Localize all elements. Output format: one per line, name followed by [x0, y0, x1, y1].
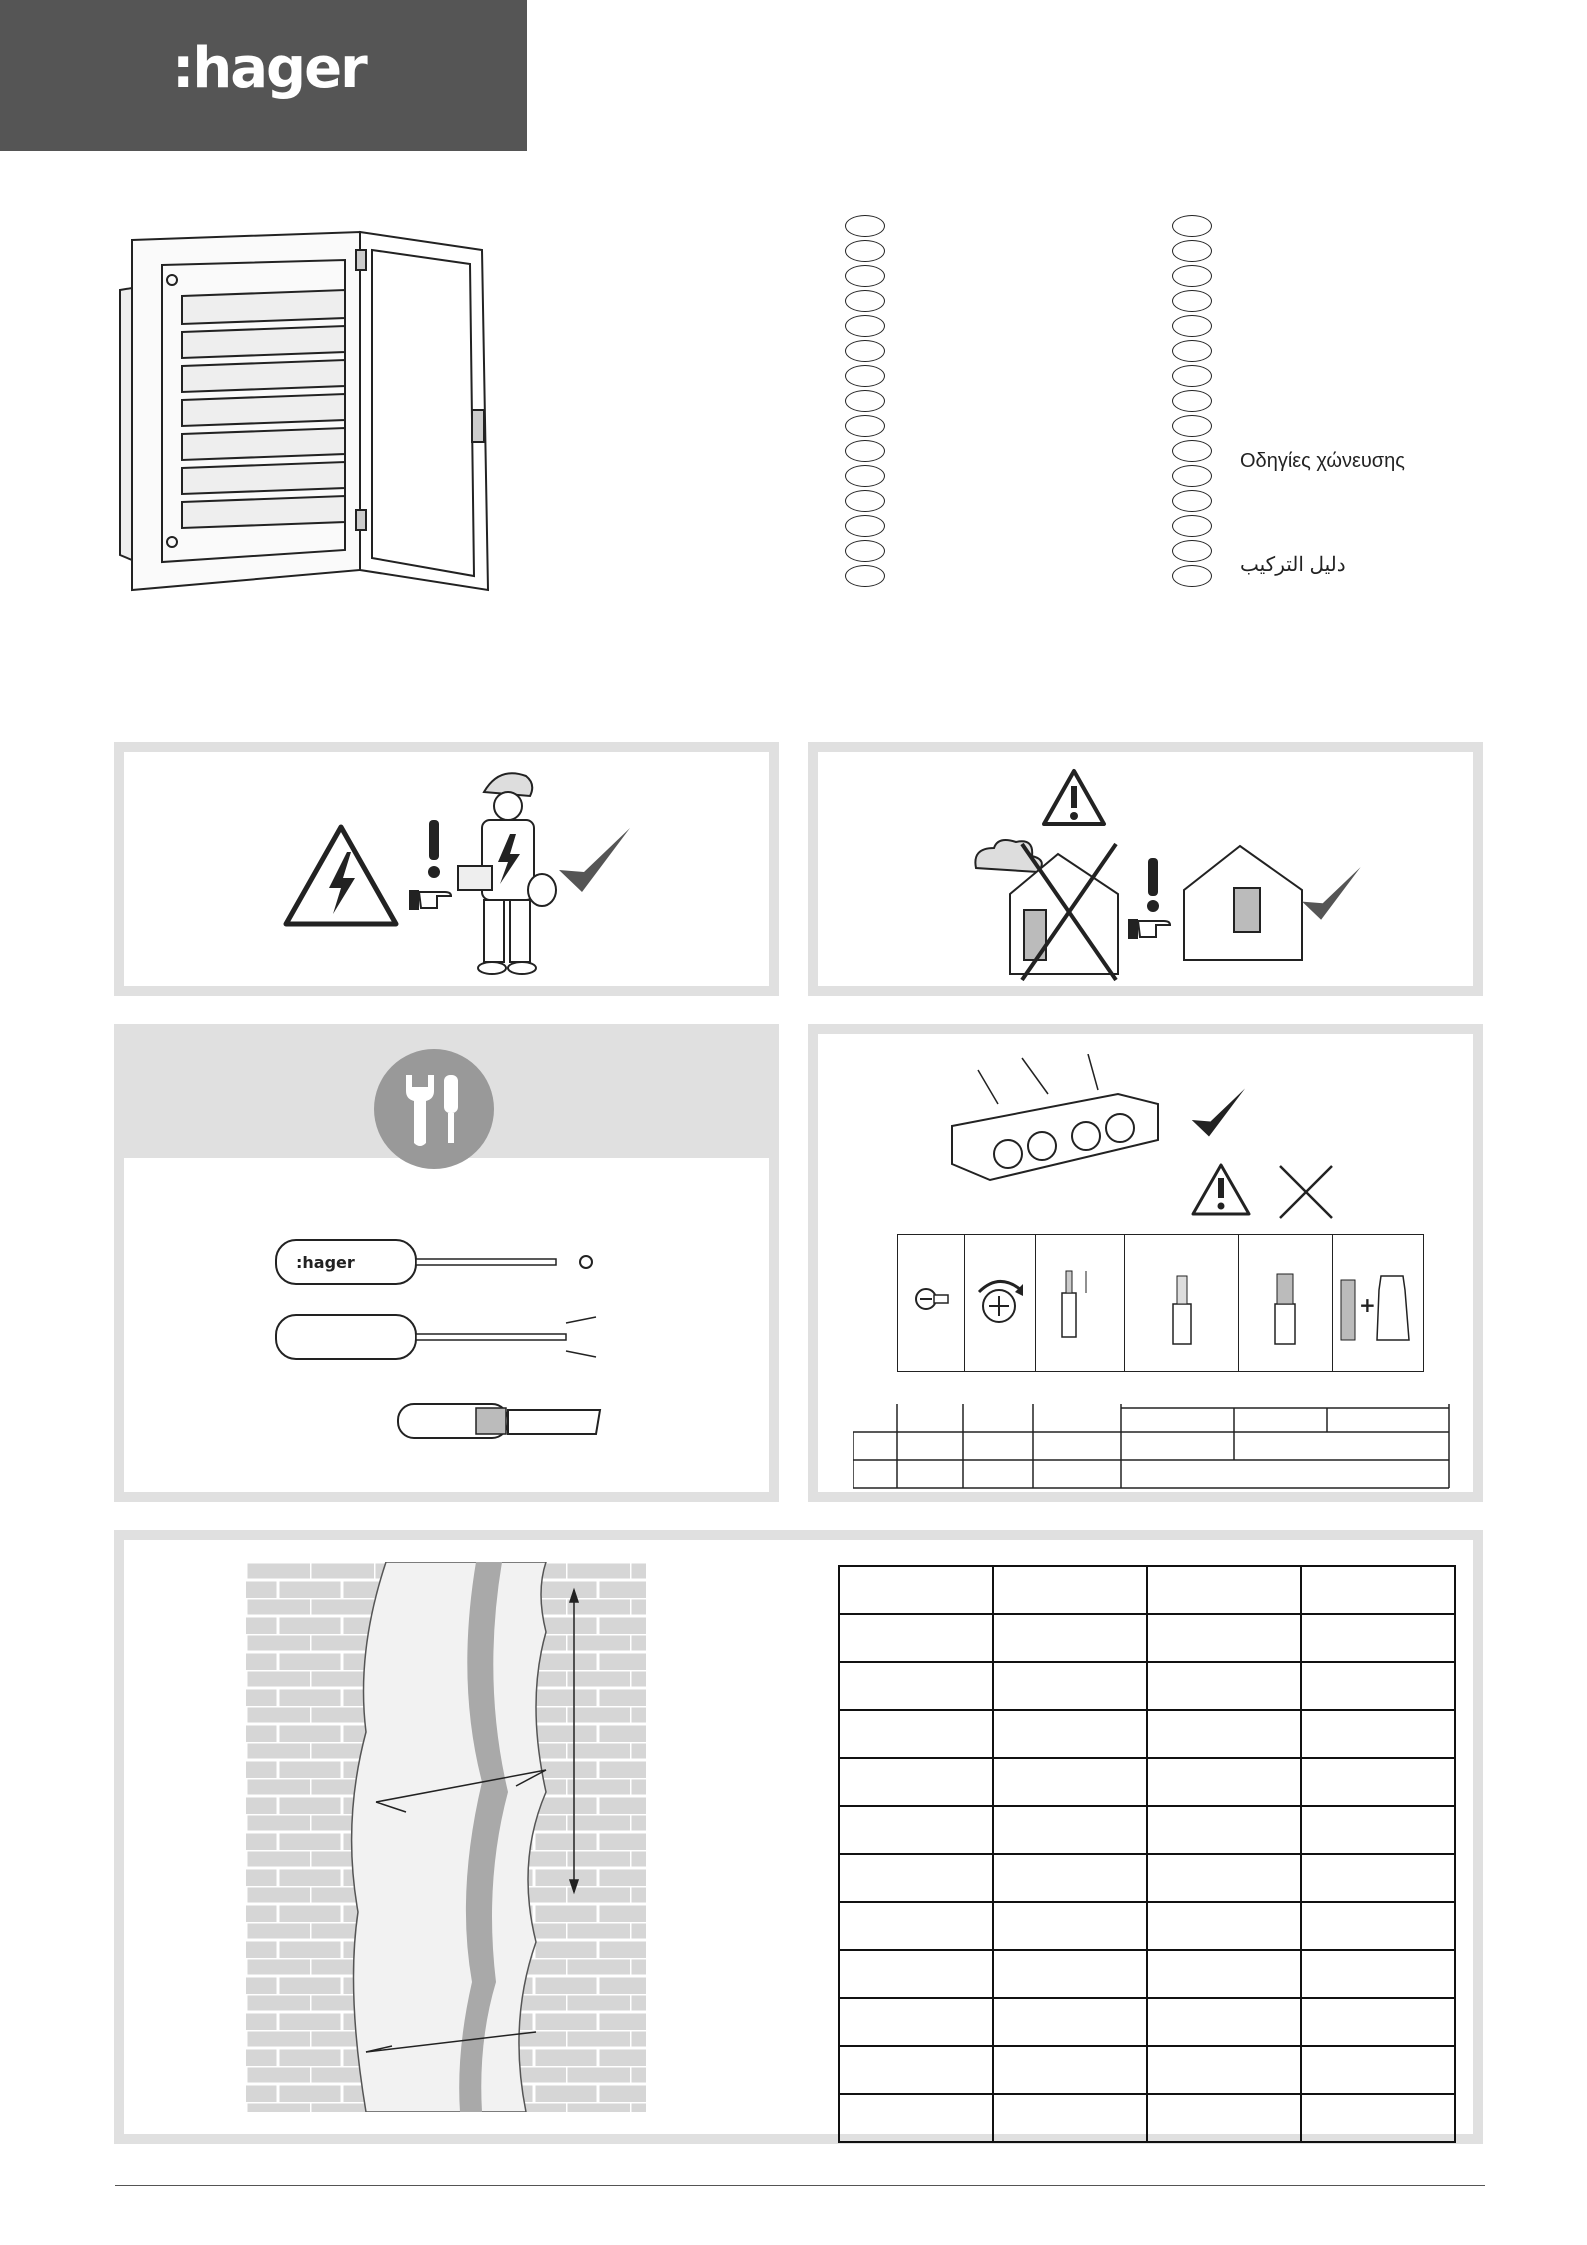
- language-marker: [1172, 515, 1212, 537]
- electric-shock-warning-icon: [281, 822, 401, 932]
- dimensions-table: [838, 1565, 1456, 2143]
- footer-divider: [115, 2185, 1485, 2186]
- language-marker: [1172, 340, 1212, 362]
- table-cell: [839, 1902, 993, 1950]
- table-row: [853, 1235, 1424, 1372]
- table-row: [839, 1710, 1455, 1758]
- table-cell: [1333, 1235, 1424, 1372]
- language-marker: [845, 490, 885, 512]
- table-cell: [898, 1235, 965, 1372]
- table-cell: [1301, 2046, 1455, 2094]
- screw-icon: [898, 1271, 964, 1331]
- table-cell: [1147, 1710, 1301, 1758]
- electrician-figure-icon: [454, 762, 564, 982]
- table-cell: [839, 1758, 993, 1806]
- logo-band: [0, 0, 527, 151]
- language-list-right: [1172, 215, 1212, 590]
- table-cell: [1147, 1614, 1301, 1662]
- language-marker: [1172, 415, 1212, 437]
- table-row: [839, 1758, 1455, 1806]
- tools-badge: [374, 1049, 494, 1169]
- table-cell: [839, 1950, 993, 1998]
- table-cell: [965, 1235, 1036, 1372]
- language-list-left: [845, 215, 885, 590]
- table-cell: [1301, 1662, 1455, 1710]
- table-cell: [839, 2094, 993, 2142]
- table-row: [839, 2094, 1455, 2142]
- table-cell: [1301, 1950, 1455, 1998]
- flat-screwdriver-icon: [274, 1309, 604, 1365]
- table-row: [839, 1998, 1455, 2046]
- table-cell: [993, 2046, 1147, 2094]
- svg-text:+: +: [1359, 1292, 1376, 1317]
- table-row: [839, 1806, 1455, 1854]
- language-marker: [1172, 565, 1212, 587]
- language-marker: [1172, 540, 1212, 562]
- indoor-house-icon: [1178, 834, 1308, 974]
- language-marker: [1172, 240, 1212, 262]
- table-cell: [1301, 1758, 1455, 1806]
- brick-wall-illustration: [246, 1562, 646, 2112]
- table-row: [839, 1950, 1455, 1998]
- table-cell: [1301, 1902, 1455, 1950]
- check-icon: [554, 822, 634, 902]
- table-cell: [1301, 1854, 1455, 1902]
- table-cell: [839, 1710, 993, 1758]
- table-cell: [1301, 1806, 1455, 1854]
- table-cell: [839, 1566, 993, 1614]
- table-cell: [993, 1710, 1147, 1758]
- check-icon: [1298, 862, 1364, 928]
- language-marker: [845, 290, 885, 312]
- language-marker: [845, 565, 885, 587]
- warning-triangle-icon: [1190, 1162, 1252, 1218]
- table-cell: [1239, 1235, 1333, 1372]
- solid-wire-icon: [1125, 1256, 1238, 1346]
- table-cell: [1301, 1566, 1455, 1614]
- table-cell: [993, 1614, 1147, 1662]
- language-marker: [845, 340, 885, 362]
- terminal-spec-table: [853, 1234, 1424, 1372]
- table-cell: [839, 1854, 993, 1902]
- language-marker: [845, 215, 885, 237]
- terminal-spec-grid: [853, 1404, 1453, 1506]
- table-cell: [1147, 1902, 1301, 1950]
- table-cell: [993, 1758, 1147, 1806]
- language-marker: [845, 415, 885, 437]
- table-cell: [1036, 1235, 1125, 1372]
- cutter-knife-icon: [396, 1398, 606, 1448]
- wire-strip-length-icon: [1036, 1261, 1124, 1341]
- language-marker: [1172, 315, 1212, 337]
- table-cell: [993, 1806, 1147, 1854]
- table-row: [839, 1614, 1455, 1662]
- table-cell: [839, 2046, 993, 2094]
- language-marker: [1172, 465, 1212, 487]
- tools-header: [124, 1034, 769, 1158]
- arabic-language-label: دليل التركيب: [1240, 554, 1346, 576]
- table-cell: [993, 1998, 1147, 2046]
- terminal-wiring-panel: [808, 1024, 1483, 1502]
- wrench-screwdriver-icon: [396, 1069, 472, 1149]
- terminal-block-icon: [938, 1054, 1168, 1194]
- table-cell: [993, 2094, 1147, 2142]
- table-row: [839, 1566, 1455, 1614]
- language-marker: [845, 440, 885, 462]
- table-cell: [1301, 1614, 1455, 1662]
- enclosure-illustration: [110, 210, 500, 600]
- greek-language-label: Οδηγίες χώνευσης: [1240, 450, 1405, 472]
- table-cell: [1147, 1950, 1301, 1998]
- table-cell: [993, 1854, 1147, 1902]
- pointing-hand-icon: [407, 886, 459, 914]
- language-marker: [1172, 390, 1212, 412]
- table-cell: [1301, 2094, 1455, 2142]
- language-marker: [1172, 215, 1212, 237]
- table-cell: [853, 1235, 898, 1372]
- table-cell: [1301, 1998, 1455, 2046]
- language-marker: [845, 465, 885, 487]
- table-row: [839, 1854, 1455, 1902]
- table-row: [839, 1662, 1455, 1710]
- table-cell: [1147, 1854, 1301, 1902]
- tightening-torque-icon: [965, 1266, 1035, 1336]
- cross-icon: [1276, 1162, 1336, 1222]
- table-cell: [839, 1662, 993, 1710]
- language-marker: [845, 315, 885, 337]
- table-cell: [1147, 2046, 1301, 2094]
- pointing-hand-icon: [1126, 915, 1178, 943]
- table-row: [839, 2046, 1455, 2094]
- language-marker: [845, 365, 885, 387]
- table-cell: [993, 1950, 1147, 1998]
- indoor-installation-panel: [808, 742, 1483, 996]
- table-cell: [993, 1662, 1147, 1710]
- table-cell: [839, 1806, 993, 1854]
- table-cell: [993, 1566, 1147, 1614]
- warning-triangle-icon: [1041, 768, 1107, 828]
- hager-logo: :hager: [172, 36, 366, 101]
- exclamation-icon: [1143, 858, 1163, 914]
- table-row: [839, 1902, 1455, 1950]
- language-marker: [1172, 440, 1212, 462]
- table-cell: [1147, 1998, 1301, 2046]
- table-cell: [839, 1614, 993, 1662]
- stranded-wire-icon: [1239, 1256, 1332, 1346]
- table-cell: [993, 1902, 1147, 1950]
- wire-with-ferrule-icon: [1333, 1256, 1423, 1346]
- table-cell: [1147, 1806, 1301, 1854]
- table-cell: [1147, 1566, 1301, 1614]
- outdoor-house-icon: [968, 834, 1138, 986]
- phillips-screwdriver-icon: [274, 1234, 604, 1290]
- language-marker: [845, 515, 885, 537]
- language-marker: [845, 540, 885, 562]
- language-marker: [1172, 365, 1212, 387]
- language-marker: [1172, 490, 1212, 512]
- check-icon: [1188, 1084, 1248, 1144]
- exclamation-icon: [424, 820, 444, 880]
- language-marker: [1172, 290, 1212, 312]
- table-cell: [1125, 1235, 1239, 1372]
- language-marker: [845, 240, 885, 262]
- screwdriver-brand-label: :hager: [296, 1253, 355, 1272]
- table-cell: [839, 1998, 993, 2046]
- table-cell: [1147, 2094, 1301, 2142]
- language-marker: [1172, 265, 1212, 287]
- language-marker: [845, 265, 885, 287]
- qualified-electrician-panel: [114, 742, 779, 996]
- table-cell: [1147, 1758, 1301, 1806]
- table-cell: [1147, 1662, 1301, 1710]
- language-marker: [845, 390, 885, 412]
- tools-panel: [114, 1024, 779, 1502]
- table-cell: [1301, 1710, 1455, 1758]
